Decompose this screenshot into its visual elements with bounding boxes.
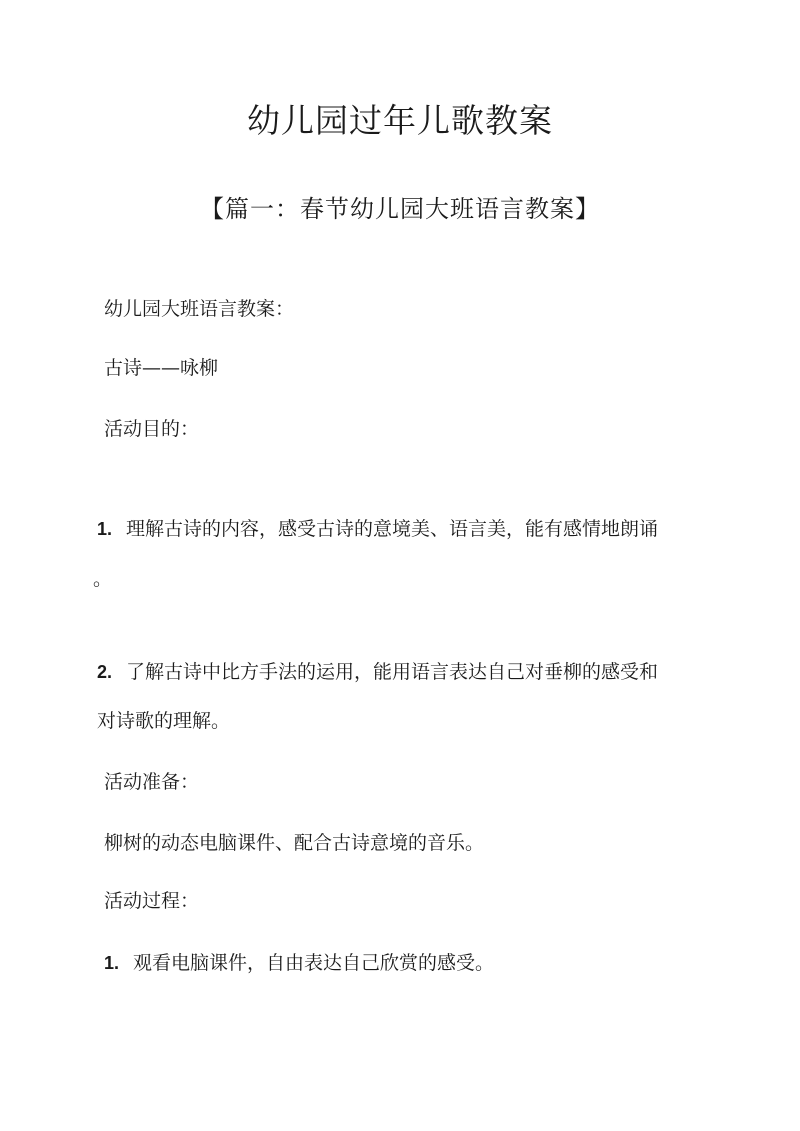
goal-item-1-number: 1. xyxy=(97,519,113,539)
goal-item-1-text: 理解古诗的内容，感受古诗的意境美、语言美，能有感情地朗诵 xyxy=(126,518,659,540)
prep-heading: 活动准备： xyxy=(104,771,200,793)
process-heading: 活动过程： xyxy=(104,890,200,912)
goal-item-2-continuation: 对诗歌的理解。 xyxy=(97,710,231,732)
poem-title: 古诗——咏柳 xyxy=(104,357,219,379)
process-step-1-number: 1. xyxy=(104,953,120,973)
goal-item-1-continuation: 。 xyxy=(93,568,113,590)
goal-item-2-number: 2. xyxy=(97,662,113,682)
goal-item-2-text: 了解古诗中比方手法的运用，能用语言表达自己对垂柳的感受和 xyxy=(126,661,659,683)
process-step-1-text: 观看电脑课件，自由表达自己欣赏的感受。 xyxy=(133,952,495,974)
document-title: 幼儿园过年儿歌教案 xyxy=(247,101,553,140)
goal-heading: 活动目的： xyxy=(104,418,200,440)
process-step-1 xyxy=(104,948,494,978)
prep-text: 柳树的动态电脑课件、配合古诗意境的音乐。 xyxy=(104,832,485,854)
intro-line: 幼儿园大班语言教案： xyxy=(104,298,295,320)
section-heading: 【篇一：春节幼儿园大班语言教案】 xyxy=(200,195,600,223)
goal-item-2 xyxy=(97,657,658,687)
goal-item-1 xyxy=(97,514,658,544)
